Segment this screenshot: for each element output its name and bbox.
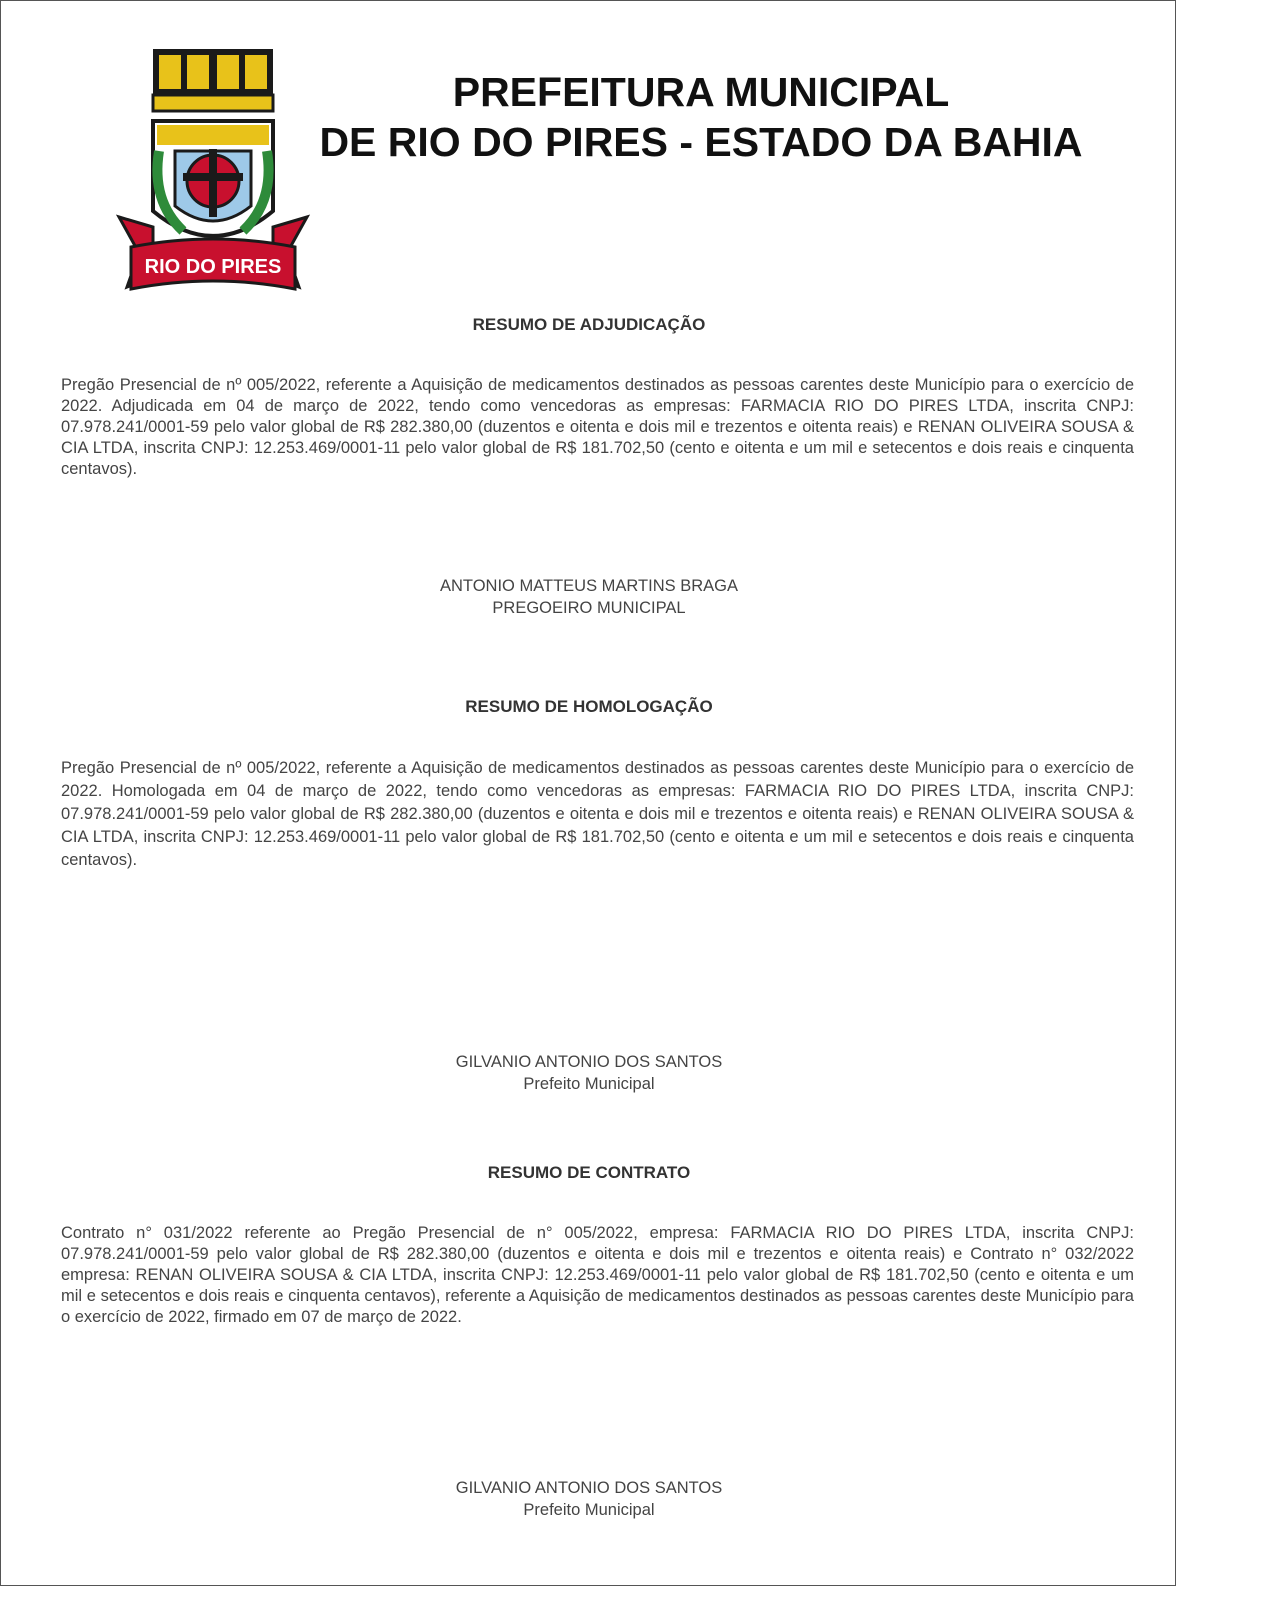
section-body-homologacao: Pregão Presencial de nº 005/2022, referente a Aquisição de medicamentos destinados as pessoas carentes deste Município para o exercício de 2022. Homologada em 04 de março de 2022, tendo como vencedoras as empresas: FARMACIA RIO DO PIRES LTDA, inscrita CNPJ: 07.978.241/0001-59 pelo valor global de R$ 282.380,00 (duzentos e oitenta e dois mil e trezentos e oitenta reais) e RENAN OLIVEIRA SOUSA & CIA LTDA, inscrita CNPJ: 12.253.469/0001-11 pelo valor global de R$ 181.702,50 (cento e oitenta e um mil e setecentos e dois reais e cinquenta centavos). bbox=[61, 759, 1134, 869]
section-title-contrato: RESUMO DE CONTRATO bbox=[487, 1163, 691, 1182]
signature-adjudicacao bbox=[1, 575, 1177, 619]
header-line-1: PREFEITURA MUNICIPAL bbox=[452, 69, 950, 115]
signature-role: PREGOEIRO MUNICIPAL bbox=[492, 599, 686, 617]
section-title-adjudicacao: RESUMO DE ADJUDICAÇÃO bbox=[472, 315, 706, 334]
signature-contrato bbox=[1, 1477, 1177, 1521]
signature-name: GILVANIO ANTONIO DOS SANTOS bbox=[455, 1479, 723, 1497]
signature-name: ANTONIO MATTEUS MARTINS BRAGA bbox=[440, 577, 738, 595]
crest-banner-text: RIO DO PIRES bbox=[144, 256, 282, 278]
signature-role: Prefeito Municipal bbox=[523, 1501, 655, 1519]
signature-name: GILVANIO ANTONIO DOS SANTOS bbox=[455, 1053, 723, 1071]
signature-role: Prefeito Municipal bbox=[523, 1075, 655, 1093]
signature-homologacao bbox=[1, 1051, 1177, 1095]
section-body-adjudicacao: Pregão Presencial de nº 005/2022, referente a Aquisição de medicamentos destinados as pessoas carentes deste Município para o exercício de 2022. Adjudicada em 04 de março de 2022, tendo como vencedoras as empresas: FARMACIA RIO DO PIRES LTDA, inscrita CNPJ: 07.978.241/0001-59 pelo valor global de R$ 282.380,00 (duzentos e oitenta e dois mil e trezentos e oitenta reais) e RENAN OLIVEIRA SOUSA & CIA LTDA, inscrita CNPJ: 12.253.469/0001-11 pelo valor global de R$ 181.702,50 (cento e oitenta e um mil e setecentos e dois reais e cinquenta centavos). bbox=[61, 376, 1134, 478]
municipal-crest-logo bbox=[113, 41, 313, 301]
header-line-2: DE RIO DO PIRES - ESTADO DA BAHIA bbox=[319, 119, 1083, 165]
section-body-contrato: Contrato n° 031/2022 referente ao Pregão Presencial de n° 005/2022, empresa: FARMACIA RIO DO PIRES LTDA, inscrita CNPJ: 07.978.241/0001-59 pelo valor global de R$ 282.380,00 (duzentos e oitenta e dois mil e trezentos e oitenta reais) e Contrato n° 032/2022 empresa: RENAN OLIVEIRA SOUSA & CIA LTDA, inscrita CNPJ: 12.253.469/0001-11 pelo valor global de R$ 181.702,50 (cento e oitenta e um mil e setecentos e dois reais e cinquenta centavos), referente a Aquisição de medicamentos destinados as pessoas carentes deste Município para o exercício de 2022, firmado em 07 de março de 2022. bbox=[61, 1224, 1134, 1326]
document-header bbox=[301, 67, 1101, 167]
section-title-homologacao: RESUMO DE HOMOLOGAÇÃO bbox=[465, 697, 713, 716]
